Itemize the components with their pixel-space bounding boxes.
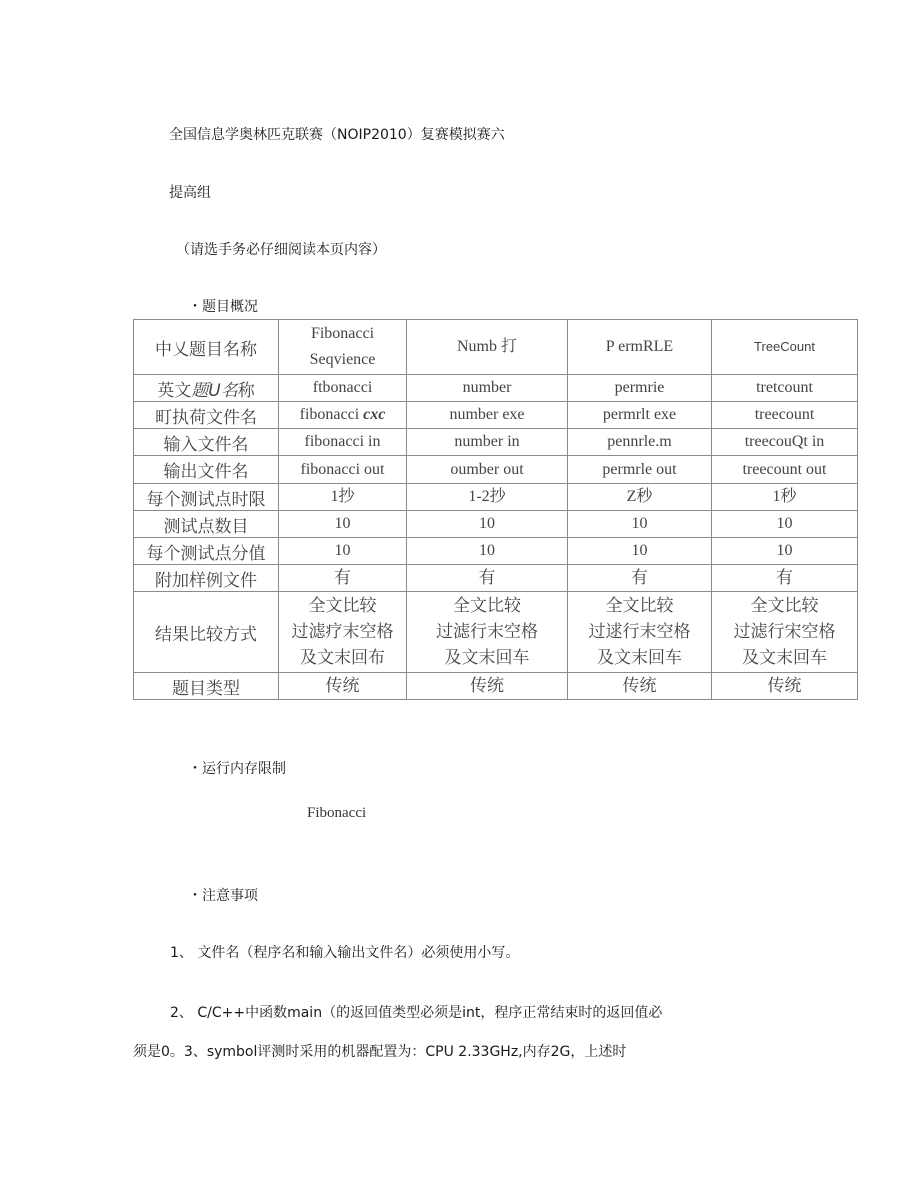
- table-cell: Numb 打: [407, 320, 568, 375]
- table-cell: [279, 320, 407, 375]
- table-cell: 10: [568, 538, 712, 565]
- table-cell: 传统: [407, 673, 568, 700]
- table-cell: 有: [712, 565, 858, 592]
- group-label: 提高组: [169, 185, 211, 201]
- table-cell: 有: [279, 565, 407, 592]
- table-cell: number in: [407, 429, 568, 456]
- cell-text: 英文: [157, 380, 192, 401]
- table-cell: pennrle.m: [568, 429, 712, 456]
- note-item: 2、 C/C++中函数main（的返回值类型必须是int，程序正常结束时的返回值必: [170, 1005, 663, 1021]
- table-cell: 附加样例文件: [134, 565, 279, 592]
- table-row: [134, 592, 858, 673]
- table-cell: 中乂题目名称: [134, 320, 279, 375]
- table-cell: number exe: [407, 402, 568, 429]
- problem-overview-table: [133, 319, 858, 700]
- table-cell: 10: [407, 511, 568, 538]
- table-cell: TreeCount: [712, 320, 858, 375]
- table-cell: permrle out: [568, 456, 712, 484]
- table-cell: [712, 592, 858, 673]
- table-cell: 有: [568, 565, 712, 592]
- table-cell: fibonacci out: [279, 456, 407, 484]
- table-row: [134, 320, 858, 375]
- note-item: 须是0。3、symbol评测时采用的机器配置为：CPU 2.33GHz,内存2G，上述时: [133, 1044, 627, 1060]
- table-cell: fibonacci in: [279, 429, 407, 456]
- table-cell: tretcount: [712, 375, 858, 402]
- table-cell: 10: [712, 511, 858, 538]
- table-cell: 有: [407, 565, 568, 592]
- table-cell: number: [407, 375, 568, 402]
- cell-text: cxc: [363, 406, 386, 423]
- table-cell: 每个测试点分值: [134, 538, 279, 565]
- table-row: [134, 484, 858, 511]
- table-cell: P ermRLE: [568, 320, 712, 375]
- table-row: [134, 538, 858, 565]
- cell-line: 及文末回车: [444, 648, 530, 668]
- table-row: [134, 511, 858, 538]
- table-cell: 题目类型: [134, 673, 279, 700]
- cell-line: 全文比较: [308, 596, 377, 616]
- cell-line: 全文比较: [605, 596, 674, 616]
- section-notes-heading: ・注意事项: [188, 888, 258, 904]
- cell-line: 过逑行末空格: [588, 622, 691, 642]
- table-cell: [134, 375, 279, 402]
- table-row: [134, 456, 858, 484]
- cell-line: Seqvience: [309, 351, 376, 368]
- table-cell: 町执荷文件名: [134, 402, 279, 429]
- doc-title: 全国信息学奥林匹克联赛（NOIP2010）复赛模拟赛六: [169, 127, 505, 143]
- table-cell: treecount out: [712, 456, 858, 484]
- cell-line: 过滤行末空格: [436, 622, 538, 642]
- table-cell: 1-2抄: [407, 484, 568, 511]
- table-row: [134, 429, 858, 456]
- table-cell: oumber out: [407, 456, 568, 484]
- cell-line: 及文末回车: [597, 648, 682, 668]
- cell-line: 过滤疗末空格: [291, 622, 394, 642]
- cell-line: Fibonacci: [310, 325, 375, 342]
- table-row: [134, 375, 858, 402]
- memory-problem-name: Fibonacci: [307, 805, 367, 821]
- table-cell: 10: [407, 538, 568, 565]
- table-cell: [407, 592, 568, 673]
- table-cell: Z秒: [568, 484, 712, 511]
- section-overview-heading: ・题目概况: [188, 299, 258, 315]
- cell-line: 全文比较: [750, 596, 819, 616]
- table-cell: 传统: [568, 673, 712, 700]
- cell-line: 全文比较: [453, 596, 521, 616]
- table-cell: 测试点数目: [134, 511, 279, 538]
- section-memory-heading: ・运行内存限制: [188, 761, 286, 777]
- reading-notice: （请选手务必仔细阅读本页内容）: [176, 242, 386, 258]
- table-cell: 传统: [279, 673, 407, 700]
- note-item: 1、 文件名（程序名和输入输出文件名）必须使用小写。: [170, 945, 520, 961]
- table-row: [134, 565, 858, 592]
- table-cell: 1秒: [712, 484, 858, 511]
- table-cell: 10: [279, 511, 407, 538]
- table-cell: 传统: [712, 673, 858, 700]
- table-cell: permrie: [568, 375, 712, 402]
- table-cell: treecouQt in: [712, 429, 858, 456]
- table-cell: permrlt exe: [568, 402, 712, 429]
- table-cell: 输出文件名: [134, 456, 279, 484]
- table-row: [134, 673, 858, 700]
- table-row: [134, 402, 858, 429]
- table-cell: ftbonacci: [279, 375, 407, 402]
- table-cell: [279, 592, 407, 673]
- table-cell: 1抄: [279, 484, 407, 511]
- table-cell: 每个测试点时限: [134, 484, 279, 511]
- cell-line: 及文末回布: [300, 648, 385, 668]
- cell-text: 称: [237, 380, 255, 401]
- table-cell: 10: [712, 538, 858, 565]
- table-cell: [568, 592, 712, 673]
- table-cell: 结果比较方式: [134, 592, 279, 673]
- table-cell: treecount: [712, 402, 858, 429]
- table-cell: 10: [568, 511, 712, 538]
- cell-text: 题U名: [191, 380, 238, 401]
- table-cell: [279, 402, 407, 429]
- cell-line: 及文末回车: [742, 648, 827, 668]
- cell-line: 过滤行宋空格: [733, 622, 836, 642]
- cell-text: fibonacci: [299, 406, 360, 423]
- table-cell: 输入文件名: [134, 429, 279, 456]
- table-cell: 10: [279, 538, 407, 565]
